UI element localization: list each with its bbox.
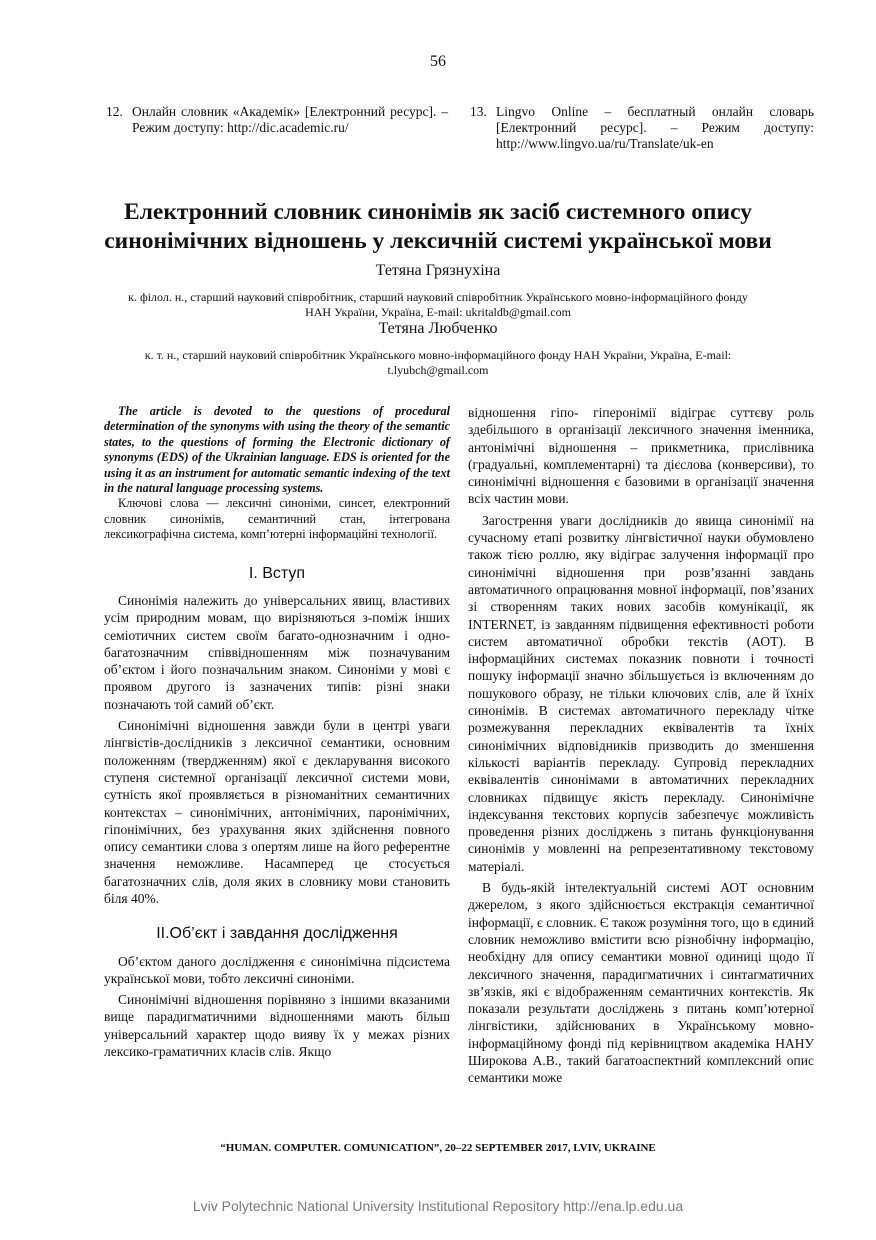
paragraph: Синонімія належить до універсальних явищ, властивих усім природним мовам, що вирізняються з-поміж інших семіотичних систем своїм багато-однозначним і одно- багатозначним співвідношенням між позначуваним об’єктом і його позначальним знаком. Синоніми у мові є проявом другого із зазначених типів: різні знаки позначають той самий об’єкт. <box>104 592 450 712</box>
affiliation-line: НАН України, Україна, E-mail: ukritaldb@gmail.com <box>305 305 571 319</box>
left-column <box>104 404 450 1060</box>
abstract: The article is devoted to the questions of procedural determination of the synonyms with using the theory of the semantic states, to the questions of forming the Electronic dictionary of synonyms (EDS) of the Ukrainian language. EDS is oriented for the using it as an instrument for automatic semantic indexing of the text in the natural language processing systems. <box>104 404 450 496</box>
author-name-2: Тетяна Любченко <box>378 320 498 337</box>
reference-13 <box>470 104 814 152</box>
repository-watermark: Lviv Polytechnic National University Institutional Repository http://ena.lp.edu.ua <box>192 1198 684 1214</box>
paper-title <box>60 198 816 256</box>
author-affiliation-2 <box>60 348 816 378</box>
affiliation-line: t.lyubch@gmail.com <box>387 363 489 377</box>
author-name-1: Тетяна Грязнухіна <box>375 262 501 279</box>
reference-12 <box>106 104 448 136</box>
reference-number: 13. <box>470 104 487 119</box>
affiliation-line: к. філол. н., старший науковий співробітник, старший науковий співробітник Українського мовно-інформаційного фонду <box>128 290 748 304</box>
page-number: 56 <box>430 53 446 70</box>
reference-number: 12. <box>106 104 123 119</box>
affiliation-line: к. т. н., старший науковий співробітник Українського мовно-інформаційного фонду НАН України, Україна, E-mail: <box>144 348 732 362</box>
paragraph: відношення гіпо- гіперонімії відіграє суттєву роль здебільшого в організації лексичного значення іменника, антонімічні відношення – прикметника, прислівника (градуальні, комплементарні) та дієслова (конверсиви), то синонімічні відношення є базовими в організації значення всіх частин мови. <box>468 405 814 507</box>
paragraph: Об’єктом даного дослідження є синонімічна підсистема української мови, тобто лексичні синоніми. <box>104 953 450 986</box>
title-line-1: Електронний словник синонімів як засіб системного опису <box>124 199 752 225</box>
keywords: Ключові слова — лексичні синоніми, синсет, електронний словник синонімів, семантичний стан, інтегрована лексикографічна система, комп’ютерні інформаційні технології. <box>104 496 450 542</box>
paragraph: Загострення уваги дослідників до явища синонімії на сучасному етапі розвитку лінгвістичної науки обумовлено також тією роллю, яку відіграє залучення інформації про синонімічні відношення при розв’язанні завдань автоматичного опрацювання мовної інформації, пов’язаних зі створенням таких нових засобів комунікації, як INTERNET, із завданням підвищення ефективності роботи систем автоматичної обробки текстів (АОТ). В інформаційних системах показник повноти і точності пошуку інформації значно збільшується із включенням до пошукового образу, не тільки ключових слів, але й їхніх синонімів. В системах автоматичного перекладу чітке розмежування перекладних еквівалентів та їхніх синонімічних відповідників призводить до зменшення кількості варіантів перекладу. Супровід перекладних еквівалентів синонімами в автоматичних перекладних словниках підвищує якість перекладу. Синонімічне індексування текстових корпусів забезпечує можливість проведення різних досліджень з питань функціонування синонімів у мовленні на репрезентативному текстовому матеріалі. <box>468 512 814 874</box>
right-column <box>468 404 814 1087</box>
reference-text: Lingvo Online – бесплатный онлайн словарь [Електронний ресурс]. – Режим доступу: http://www.lingvo.ua/ru/Translate/uk-en <box>496 104 814 151</box>
paragraph: Синонімічні відношення завжди були в центрі уваги лінгвістів-дослідників з лексичної семантики, основним положенням (твердженням) якої є декларування високого ступеня системної організації лексичної системи мови, сутність якої проявляється в різноманітних семантичних контекстах – синонімічних, антонімічних, паронімічних, гіпонімічних, без урахування яких здійснення повного опису семантики слова з опертям лише на його референтне значення неможливе. Насамперед це стосується багатозначних слів, доля яких в словнику мови становить біля 40%. <box>104 718 450 906</box>
section-heading-object: II.Об’єкт і завдання дослідження <box>156 925 398 943</box>
paragraph: В будь-якій інтелектуальній системі АОТ основним джерелом, з якого здійснюється екстракція семантичної інформації, є словник. Є також розуміння того, що в єдиний словник неможливо вмістити всю різнобічну інформацію, необхідну для опису семантики мовної одиниці щодо її лексичного значення, парадигматичних і синтагматичних зв’язків, які є відображенням семантичних контекстів. Як показали результати досліджень з питань комп’ютерної лінгвістики, здійснюваних в Українському мовно-інформаційному фонді під керівництвом академіка НАНУ Широкова А.В., такий багатоаспектний комплексний опис семантики може <box>468 880 814 1086</box>
paragraph: Синонімічні відношення порівняно з іншими вказаними вище парадигматичними відношеннями мають більш універсальний характер щодо вияву їх у межах різних лексико-граматичних класів слів. Якщо <box>104 992 450 1060</box>
section-heading-introduction: I. Вступ <box>248 564 306 582</box>
title-line-2: синонімічних відношень у лексичній системі української мови <box>104 228 772 254</box>
reference-text: Онлайн словник «Академік» [Електронний ресурс]. – Режим доступу: http://dic.academic.ru/ <box>132 104 448 135</box>
author-affiliation-1 <box>60 290 816 320</box>
conference-footer: “HUMAN. COMPUTER. COMUNICATION”, 20–22 SEPTEMBER 2017, LVIV, UKRAINE <box>220 1142 656 1154</box>
